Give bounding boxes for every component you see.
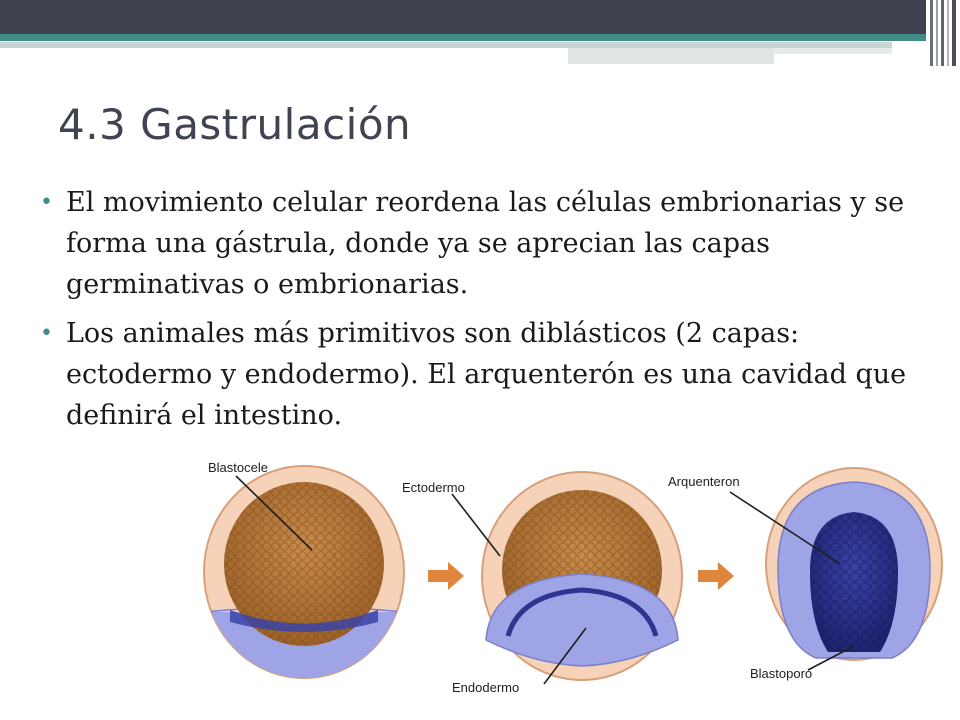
gastrulation-figure (190, 452, 960, 720)
bullet-text: Los animales más primitivos son diblásticos (2 capas: ectodermo y endodermo). El arquenterón es una cavidad que definirá el intestino. (66, 318, 907, 431)
decor-lines (926, 0, 960, 66)
top-bar (0, 0, 960, 34)
bullet-item (40, 182, 920, 305)
early-gastrula-embryo (482, 472, 682, 680)
blastula-embryo (200, 466, 410, 682)
bullet-list (40, 182, 920, 444)
label-blastoporo: Blastoporo (750, 666, 813, 681)
label-arquenteron: Arquenteron (668, 474, 740, 489)
accent-band (0, 34, 960, 41)
label-endodermo: Endodermo (452, 680, 520, 695)
gastrula-embryo (766, 468, 942, 660)
arrow-icon (698, 562, 734, 590)
decor-band (568, 48, 774, 64)
label-ectodermo: Ectodermo (402, 480, 465, 495)
bullet-icon: • (40, 321, 53, 346)
bullet-text: El movimiento celular reordena las células embrionarias y se forma una gástrula, donde ya se aprecian las capas germinativas o embrionarias. (66, 187, 905, 300)
decor-band (774, 48, 892, 54)
bullet-icon: • (40, 190, 53, 215)
bullet-item (40, 313, 920, 436)
label-blastocele: Blastocele (208, 460, 268, 475)
slide-title: 4.3 Gastrulación (58, 100, 412, 149)
pointer-line (452, 494, 500, 556)
arrow-icon (428, 562, 464, 590)
